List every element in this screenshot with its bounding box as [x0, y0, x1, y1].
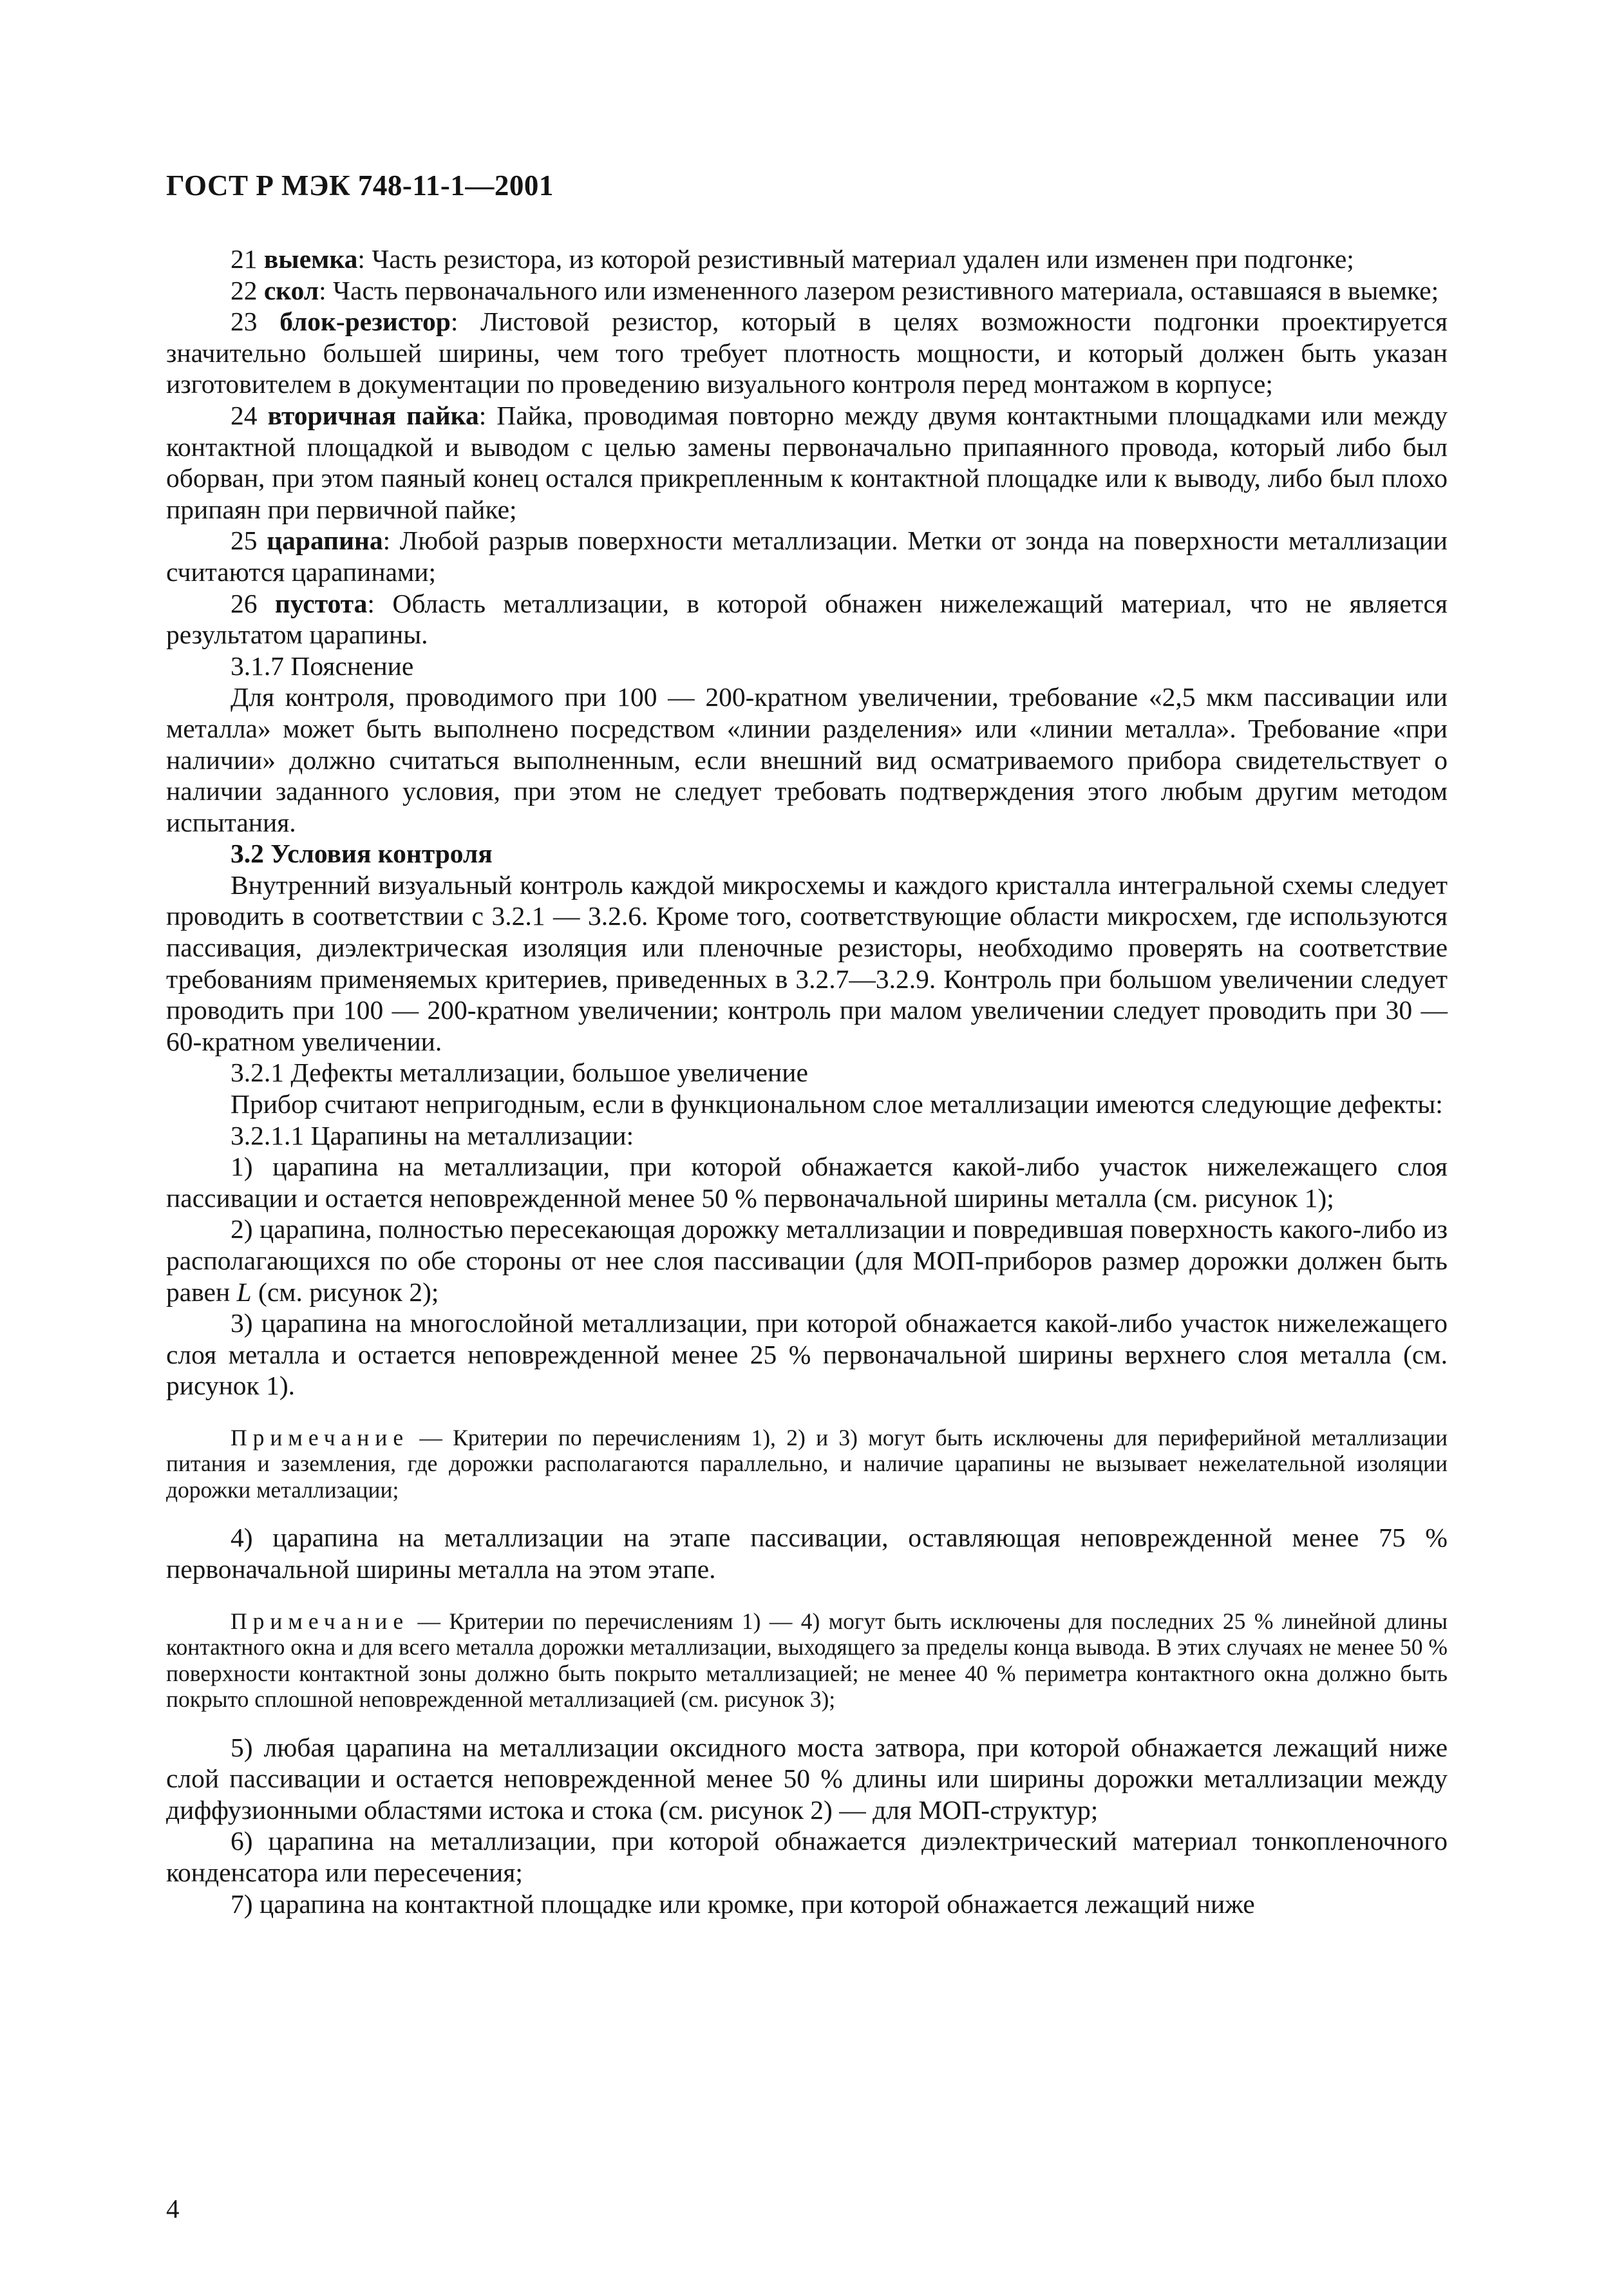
- section-3-2-1-1-title: 3.2.1.1 Царапины на металлизации:: [231, 1120, 634, 1150]
- list-item-7: 7) царапина на контактной площадке или кромке, при которой обнажается лежащий ниже: [231, 1888, 1255, 1919]
- document-header: ГОСТ Р МЭК 748-11-1—2001: [166, 169, 554, 202]
- definition-24: [166, 400, 1448, 525]
- list-item-2-text: 2) царапина, полностью пересекающая дорожку металлизации и повредившая поверхность какого-либо из располагающихся по обе стороны от нее слоя пассивации (для МОП-приборов размер дорожки должен быть равен: [166, 1214, 1448, 1307]
- list-item-3: 3) царапина на многослойной металлизации, при которой обнажается какой-либо участок нижележащего слоя металла и остается неповрежденной менее 25 % первоначальной ширины верхнего слоя металла (см. рисунок 1).: [166, 1308, 1448, 1401]
- section-3-2-1-text: Прибор считают непригодным, если в функциональном слое металлизации имеются следующие дефекты:: [231, 1089, 1443, 1119]
- section-3-2-title: 3.2 Условия контроля: [231, 839, 493, 869]
- definition-number: 22: [231, 275, 258, 305]
- list-item-2: [166, 1213, 1448, 1308]
- definition-text: : Область металлизации, в которой обнажен нижележащий материал, что не является результатом царапины.: [166, 588, 1448, 650]
- definition-text: : Часть резистора, из которой резистивный материал удален или изменен при подгонке;: [357, 244, 1354, 274]
- note-lead: Примечание: [231, 1608, 410, 1634]
- section-3-1-7-title: 3.1.7 Пояснение: [231, 651, 414, 681]
- definition-text: : Часть первоначального или измененного лазером резистивного материала, оставшаяся в выемке;: [319, 275, 1439, 305]
- definition-term: царапина: [267, 526, 383, 556]
- definition-21: [166, 243, 1448, 275]
- list-item-5: 5) любая царапина на металлизации оксидного моста затвора, при которой обнажается лежащий ниже слой пассивации и остается неповрежденной менее 50 % длины или ширины дорожки металлизации между диффузионными областями истока и стока (см. рисунок 2) — для МОП-структур;: [166, 1732, 1448, 1825]
- note-2: [166, 1608, 1448, 1713]
- definition-25: [166, 525, 1448, 587]
- definition-term: скол: [263, 275, 319, 305]
- page-number: 4: [166, 2194, 180, 2223]
- definition-number: 26: [231, 588, 258, 618]
- definition-number: 25: [231, 526, 258, 556]
- page-content: [166, 243, 1448, 1919]
- definition-23: [166, 306, 1448, 400]
- note-text: — Критерии по перечислениям 1), 2) и 3) могут быть исключены для периферийной металлизации питания и заземления, где дорожки располагаются параллельно, и наличие царапины не вызывает нежелательной изоляции дорожки металлизации;: [166, 1424, 1448, 1503]
- section-3-2-text: Внутренний визуальный контроль каждой микросхемы и каждого кристалла интегральной схемы следует проводить в соответствии с 3.2.1 — 3.2.6. Кроме того, соответствующие области микросхем, где используются пассивация, диэлектрическая изоляция или пленочные резисторы, необходимо проверять на соответствие требованиям применяемых критериев, приведенных в 3.2.7—3.2.9. Контроль при большом увеличении следует проводить при 100 — 200-кратном увеличении; контроль при малом увеличении следует проводить при 30 — 60-кратном увеличении.: [166, 870, 1448, 1056]
- definition-number: 21: [231, 244, 258, 274]
- definition-text: : Листовой резистор, который в целях возможности подгонки проектируется значительно большей ширины, чем того требует плотность мощности, и который должен быть указан изготовителем в документации по проведению визуального контроля перед монтажом в корпусе;: [166, 307, 1448, 399]
- section-3-1-7-text: Для контроля, проводимого при 100 — 200-кратном увеличении, требование «2,5 мкм пассивации или металла» может быть выполнено посредством «линии разделения» или «линии металла». Требование «при наличии» должно считаться выполненным, если внешний вид осматриваемого прибора свидетельствует о наличии заданного условия, при этом не следует требовать подтверждения этого любым другим методом испытания.: [166, 682, 1448, 837]
- definition-term: выемка: [263, 244, 358, 274]
- section-3-2-1-title: 3.2.1 Дефекты металлизации, большое увеличение: [231, 1058, 808, 1088]
- definition-term: блок-резистор: [279, 307, 451, 337]
- list-item-6: 6) царапина на металлизации, при которой обнажается диэлектрический материал тонкопленочного конденсатора или пересечения;: [166, 1826, 1448, 1888]
- definition-text: : Пайка, проводимая повторно между двумя контактными площадками или между контактной площадкой и выводом с целью замены первоначально припаянного провода, который либо был оборван, при этом паяный конец остался прикрепленным к контактной площадке или к выводу, либо был плохо припаян при первичной пайке;: [166, 400, 1448, 524]
- definition-26: [166, 588, 1448, 651]
- note-1: [166, 1425, 1448, 1503]
- definition-number: 24: [231, 400, 258, 430]
- definition-term: вторичная пайка: [267, 400, 479, 430]
- list-item-1: 1) царапина на металлизации, при которой обнажается какой-либо участок нижележащего слоя пассивации и остается неповрежденной менее 50 % первоначальной ширины металла (см. рисунок 1);: [166, 1152, 1448, 1213]
- definition-term: пустота: [274, 588, 368, 618]
- definition-number: 23: [231, 307, 258, 337]
- definition-text: : Любой разрыв поверхности металлизации. Метки от зонда на поверхности металлизации считаются царапинами;: [166, 526, 1448, 587]
- note-text: — Критерии по перечислениям 1) — 4) могут быть исключены для последних 25 % линейной длины контактного окна и для всего металла дорожки металлизации, выходящего за пределы конца вывода. В этих случаях не менее 50 % поверхности контактной зоны должно быть покрыто металлизацией; не менее 40 % периметра контактного окна должно быть покрыто сплошной неповрежденной металлизацией (см. рисунок 3);: [166, 1608, 1448, 1713]
- list-item-2-tail: (см. рисунок 2);: [251, 1277, 439, 1307]
- note-lead: Примечание: [231, 1424, 410, 1450]
- variable-l: L: [236, 1277, 252, 1307]
- list-item-4: 4) царапина на металлизации на этапе пассивации, оставляющая неповрежденной менее 75 % первоначальной ширины металла на этом этапе.: [166, 1523, 1448, 1584]
- definition-22: [166, 275, 1448, 307]
